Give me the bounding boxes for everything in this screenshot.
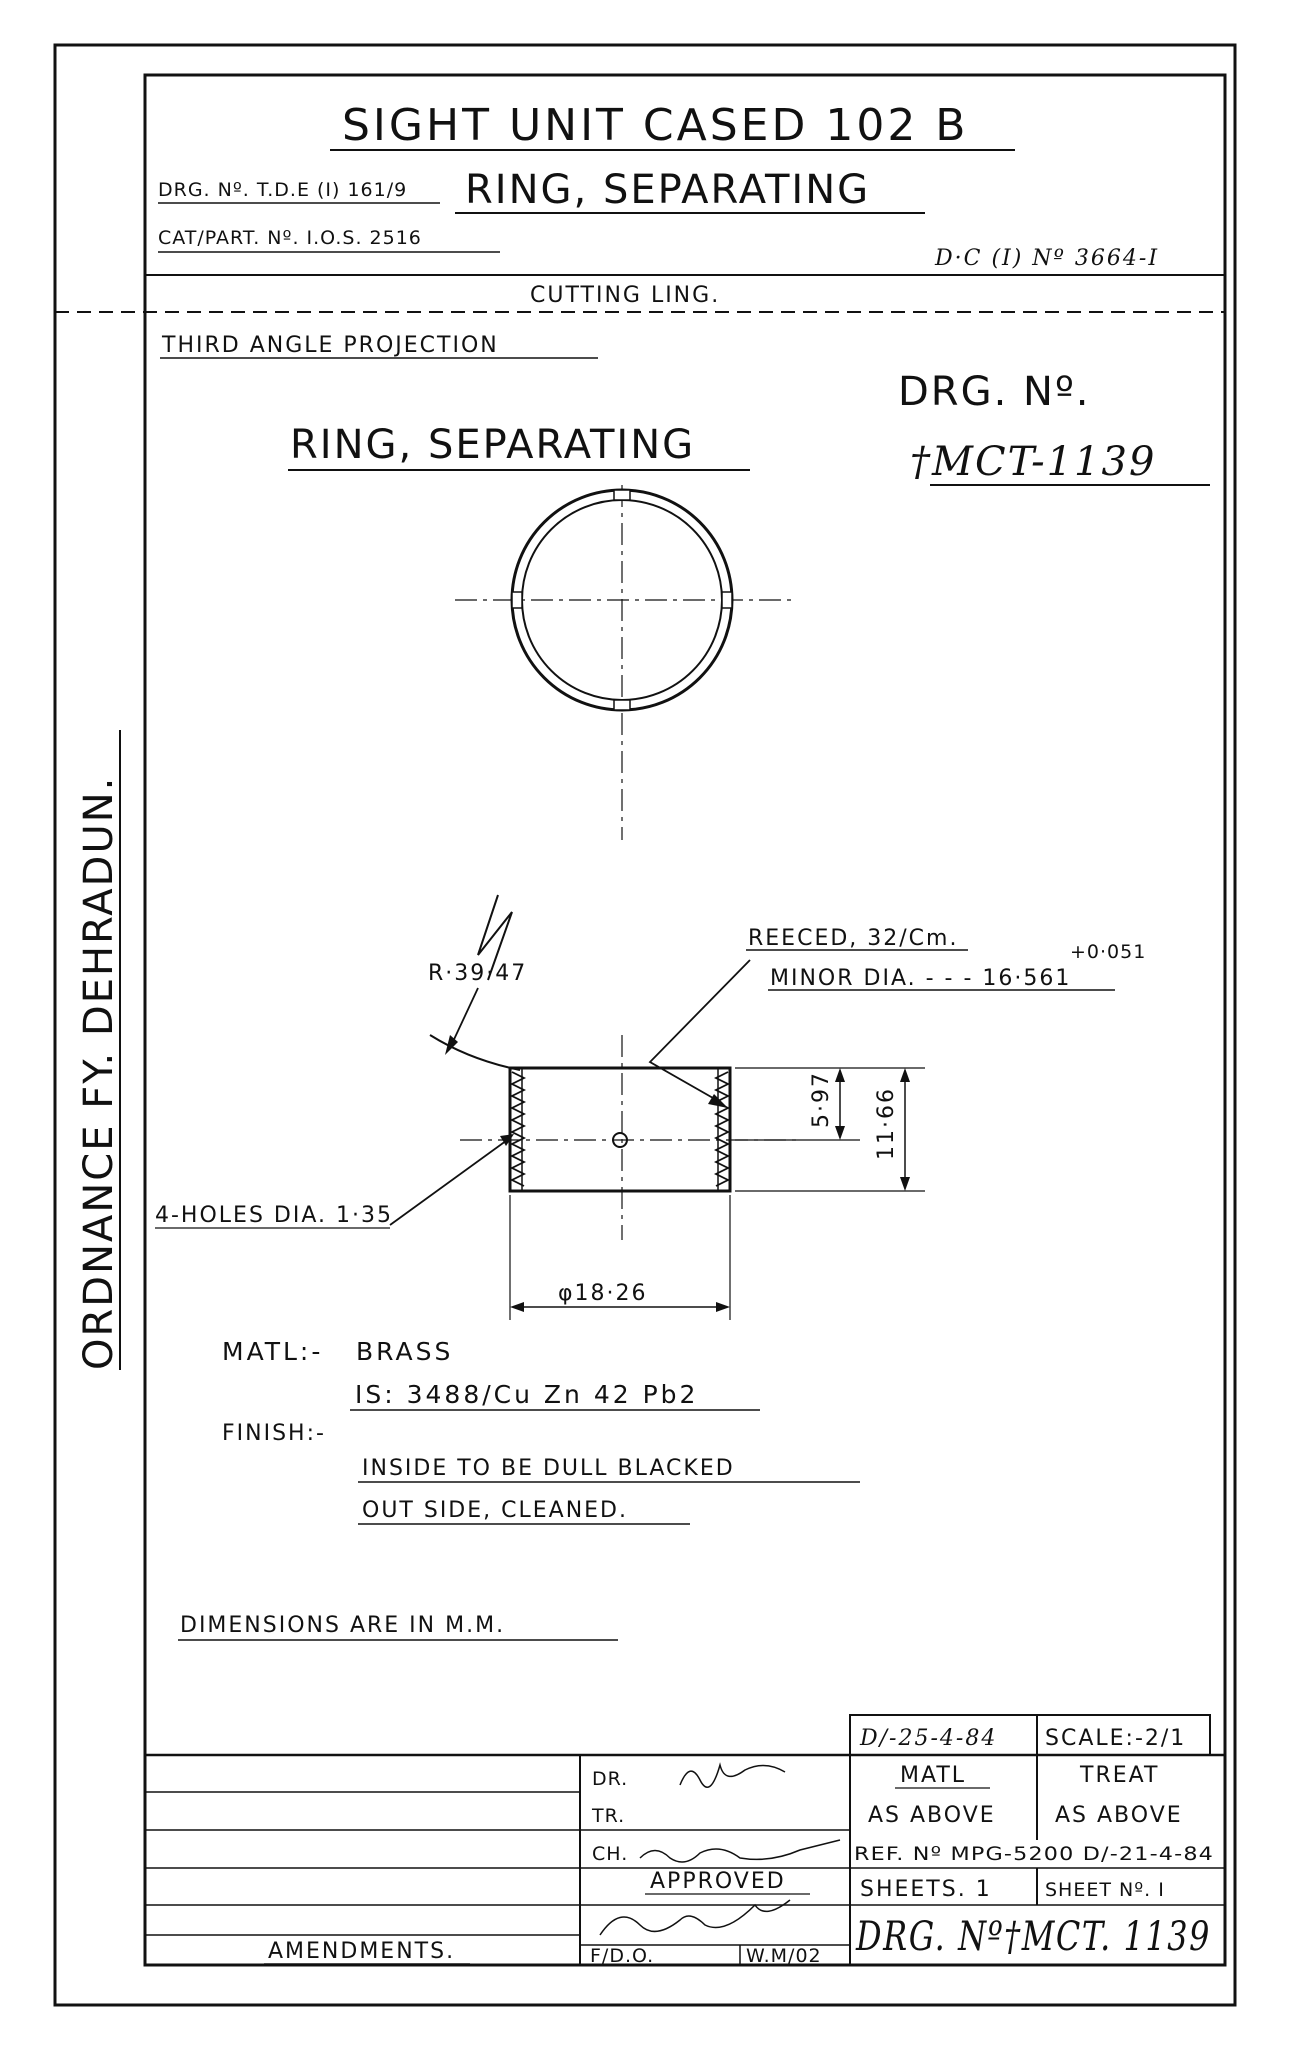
material-spec: IS: 3488/Cu Zn 42 Pb2 <box>355 1380 699 1409</box>
tb-tr-label: TR. <box>592 1805 626 1827</box>
tb-fdo: F/D.O. <box>590 1945 655 1967</box>
tb-scale: SCALE:-2/1 <box>1045 1726 1187 1751</box>
tb-dr-label: DR. <box>592 1768 629 1790</box>
projection-label: THIRD ANGLE PROJECTION <box>162 333 499 358</box>
holes-leader <box>390 1138 510 1225</box>
tb-matl-value: AS ABOVE <box>868 1803 996 1828</box>
tb-ch-label: CH. <box>592 1843 629 1865</box>
tb-drg-no: DRG. Nº†MCT. 1139 <box>855 1914 1211 1960</box>
half-height-dimension: 5·97 <box>809 1071 834 1128</box>
radius-dimension: R·39·47 <box>428 961 528 986</box>
tb-approved: APPROVED <box>650 1869 786 1894</box>
holes-dimension: 4-HOLES DIA. 1·35 <box>155 1203 393 1228</box>
units-note: DIMENSIONS ARE IN M.M. <box>180 1613 506 1638</box>
material-value: BRASS <box>356 1337 454 1366</box>
cutting-line-label: CUTTING LING. <box>530 283 721 308</box>
sheet-title: SIGHT UNIT CASED 102 B <box>342 100 969 151</box>
dim-arrow-dia-left <box>510 1302 524 1312</box>
part-name-title: RING, SEPARATING <box>465 167 871 213</box>
tb-wm: W.M/02 <box>746 1945 822 1967</box>
drg-no-label: DRG. Nº. <box>898 369 1091 415</box>
cat-part-number: CAT/PART. Nº. I.O.S. 2516 <box>158 227 422 249</box>
height-dimension: 11·66 <box>874 1087 899 1160</box>
recess-note: REECED, 32/Cm. <box>748 926 959 951</box>
dim-arrow-height-top <box>900 1068 910 1082</box>
recess-leader <box>650 960 750 1102</box>
tb-amendments: AMENDMENTS. <box>268 1939 456 1964</box>
ch-signature <box>640 1840 840 1862</box>
radius-arc <box>430 1035 520 1070</box>
dr-signature <box>680 1765 785 1787</box>
side-factory-name: ORDNANCE FY. DEHRADUN. <box>76 775 122 1370</box>
part-label: RING, SEPARATING <box>290 422 696 468</box>
material-label: MATL:- <box>222 1337 324 1366</box>
minor-dia-tolerance: +0·051 <box>1070 941 1147 963</box>
minor-dia-note: MINOR DIA. - - - 16·561 <box>770 966 1072 991</box>
finish-label: FINISH:- <box>222 1421 326 1446</box>
tb-sheets: SHEETS. 1 <box>860 1877 992 1902</box>
tb-matl-head: MATL <box>900 1763 967 1788</box>
drg-ref: DRG. Nº. T.D.E (I) 161/9 <box>158 179 408 201</box>
tb-treat-head: TREAT <box>1080 1763 1160 1788</box>
finish-line-1: INSIDE TO BE DULL BLACKED <box>362 1456 735 1481</box>
tb-treat-value: AS ABOVE <box>1055 1803 1183 1828</box>
dc-number: D·C (I) Nº 3664-I <box>935 246 1160 271</box>
tb-date: D/-25-4-84 <box>860 1726 998 1751</box>
finish-line-2: OUT SIDE, CLEANED. <box>362 1498 628 1523</box>
dim-arrow-half-top <box>835 1068 845 1082</box>
dim-arrow-height-bottom <box>900 1177 910 1191</box>
tb-sheet-no: SHEET Nº. I <box>1045 1879 1165 1901</box>
tb-ref-no: REF. Nº MPG-5200 D/-21-4-84 <box>854 1843 1214 1865</box>
drg-no-value: †MCT-1139 <box>910 439 1157 485</box>
diameter-dimension: φ18·26 <box>558 1281 648 1306</box>
dim-arrow-dia-right <box>716 1302 730 1312</box>
dim-arrow-half-bottom <box>835 1126 845 1140</box>
ring-top-view <box>455 485 792 840</box>
